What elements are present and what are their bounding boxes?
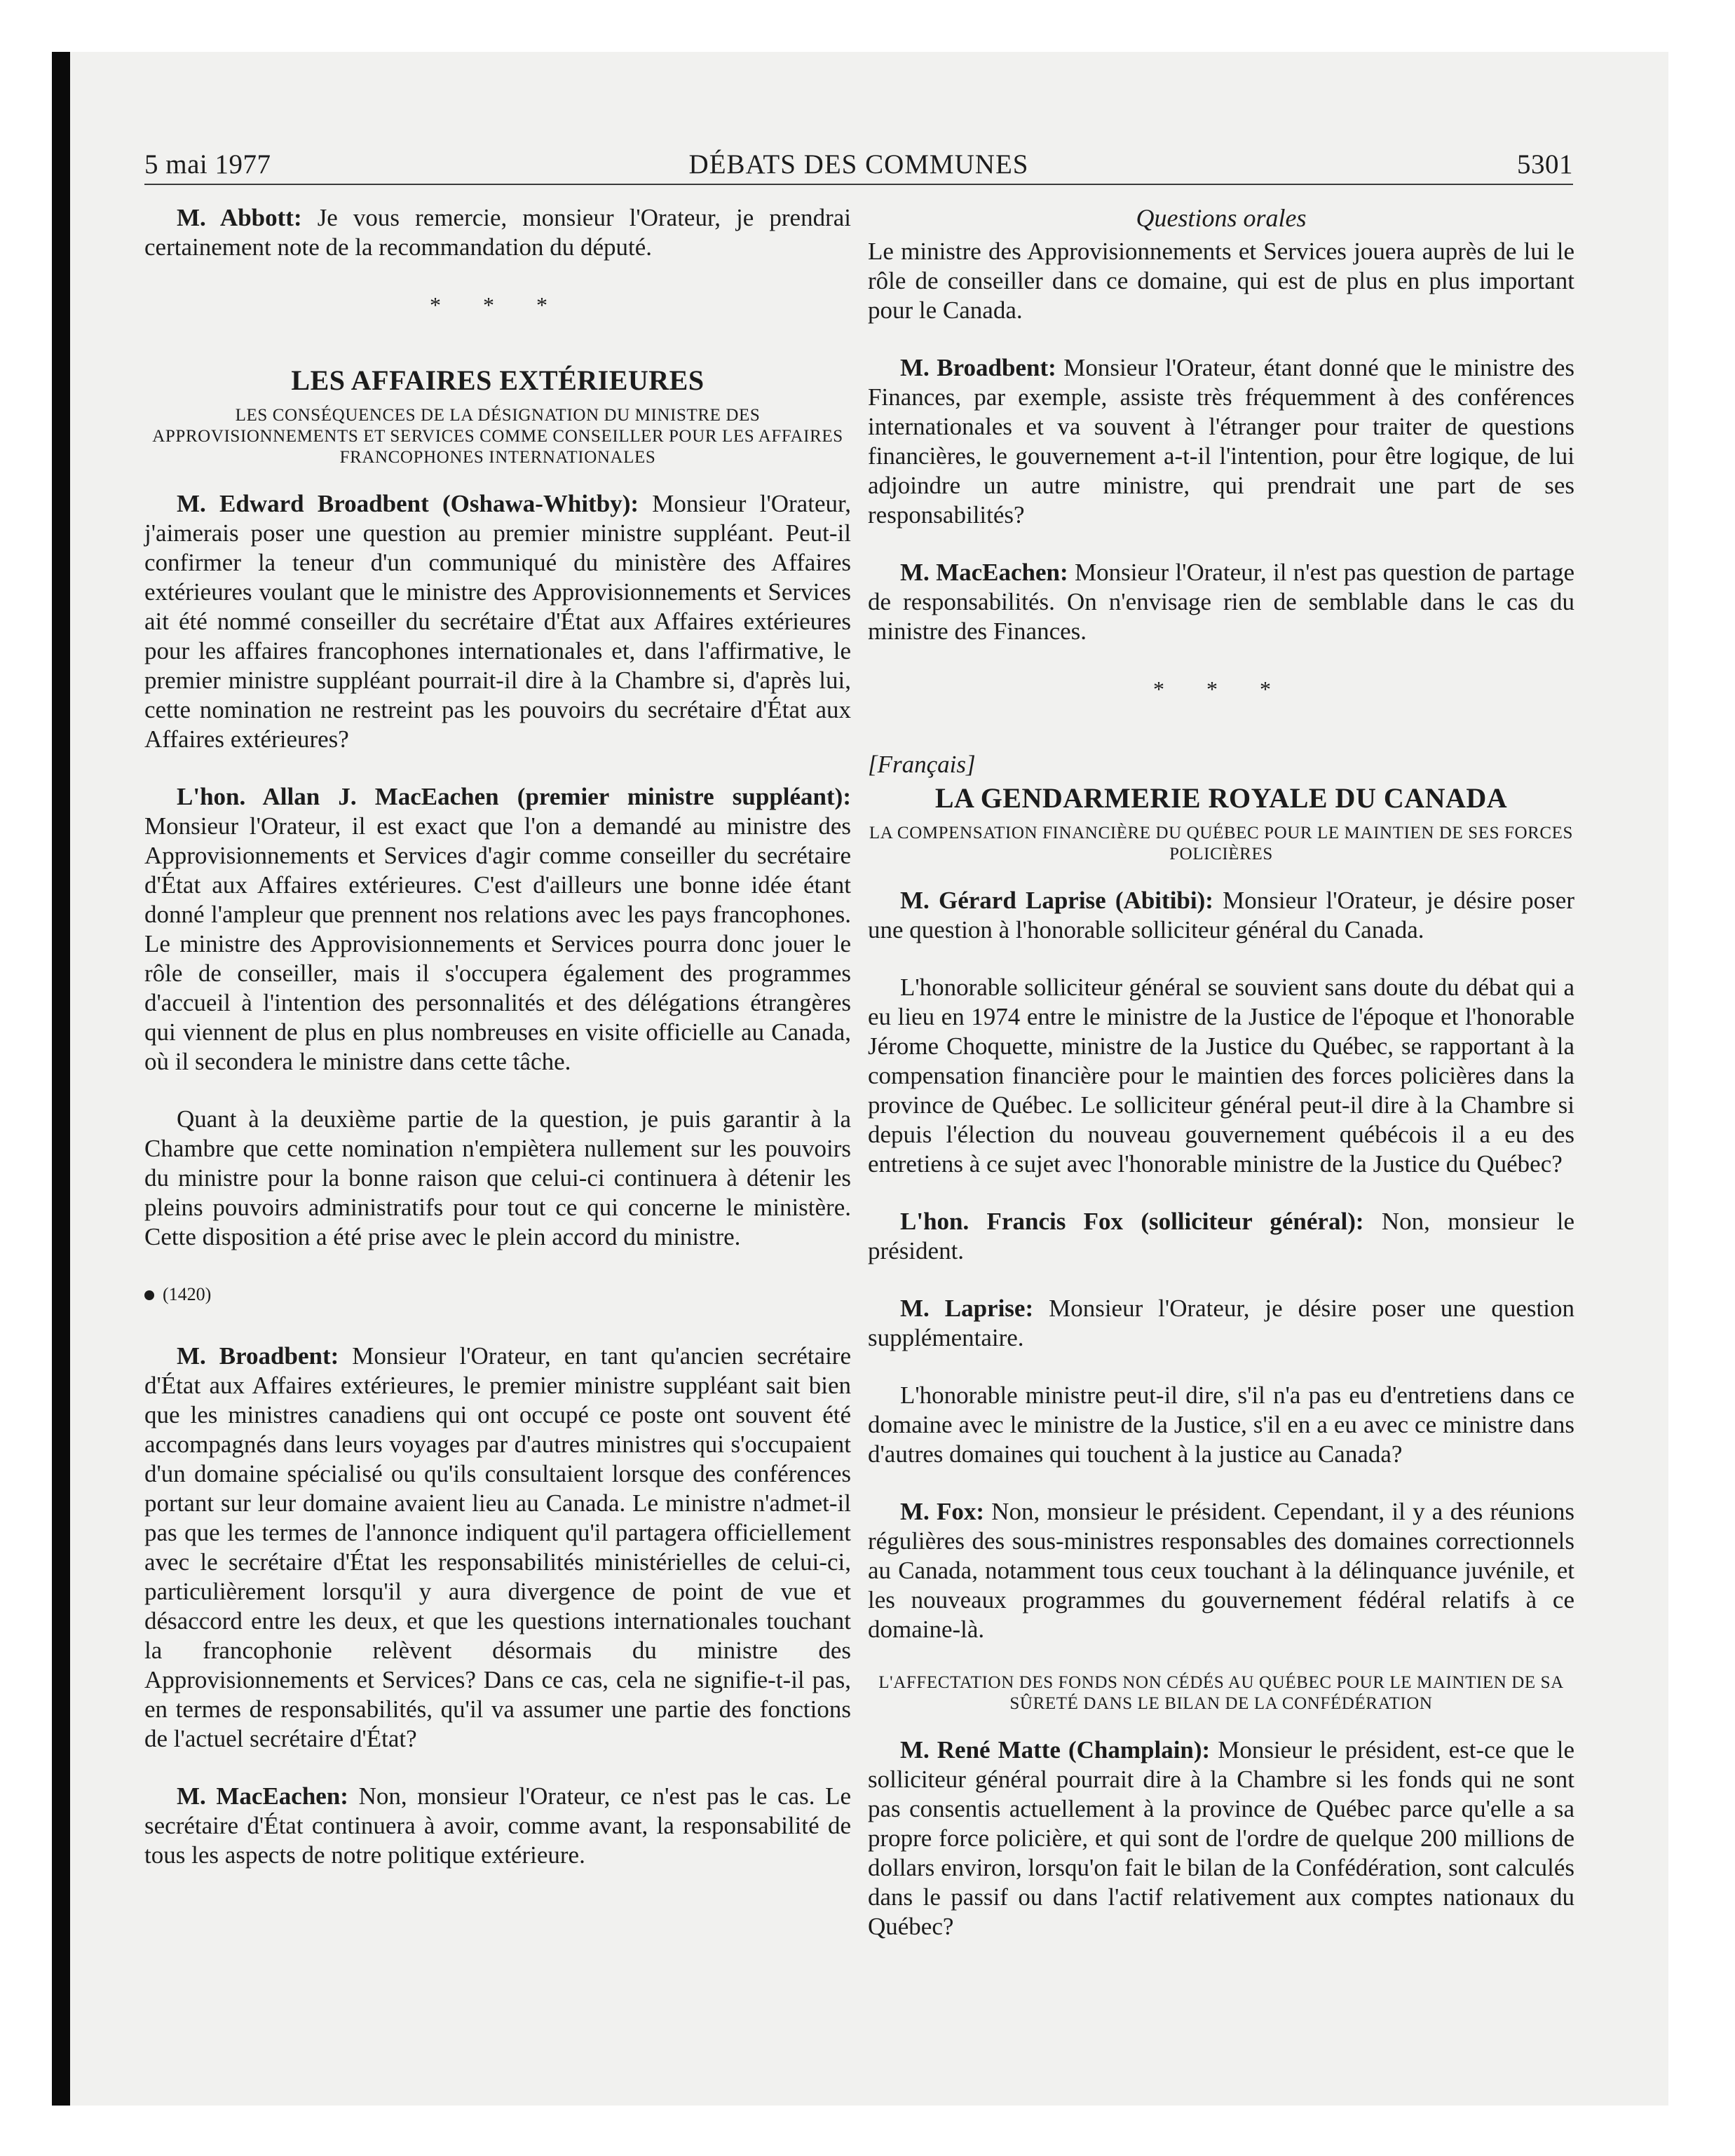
paragraph-maceachen <box>144 782 851 1077</box>
speech: Monsieur l'Orateur, je désire poser une question supplémentaire. <box>868 1295 1574 1351</box>
speaker: L'hon. Allan J. MacEachen (premier ministre suppléant): <box>177 783 851 810</box>
speaker: M. Laprise: <box>900 1295 1034 1322</box>
timestamp-text: (1420) <box>163 1284 212 1304</box>
paragraph-laprise-4: L'honorable ministre peut-il dire, s'il n'a pas eu d'entretiens dans ce domaine avec le ministre de la Justice, s'il en a eu avec ce ministre dans d'autres domaines qui touchent à la justice au Canada? <box>868 1381 1574 1468</box>
paragraph-laprise-3 <box>868 1294 1574 1353</box>
language-marker: [Français] <box>868 751 976 778</box>
paragraph-fox-2 <box>868 1497 1574 1644</box>
paragraph-broadbent-3 <box>868 353 1574 530</box>
speech: Non, monsieur le président. <box>868 1208 1574 1264</box>
header-date: 5 mai 1977 <box>144 149 271 179</box>
timestamp <box>144 1280 851 1309</box>
speech: Monsieur l'Orateur, je désire poser une question à l'honorable solliciteur général du Canada. <box>868 887 1574 943</box>
page-header <box>144 149 1573 188</box>
speech: Monsieur l'Orateur, j'aimerais poser une question au premier ministre suppléant. Peut-il confirmer la teneur d'un communiqué du ministère des Affaires extérieures voulant que le ministre des Approvisionnements et Services ait été nommé conseiller du secrétaire d'État aux Affaires extérieures pour les affaires francophones internationales et, dans l'affirmative, le premier ministre suppléant pourrait-il dire à la Chambre si, d'après lui, cette nomination ne restreint pas les pouvoirs du secrétaire d'État aux Affaires extérieures? <box>144 490 851 753</box>
paragraph-maceachen-3 <box>144 1782 851 1870</box>
speech: Monsieur l'Orateur, il n'est pas question de partage de responsabilités. On n'envisage rien de semblable dans le cas du ministre des Finances. <box>868 559 1574 645</box>
paragraph-laprise <box>868 886 1574 945</box>
speaker: M. Fox: <box>900 1498 985 1525</box>
speech: Monsieur l'Orateur, en tant qu'ancien secrétaire d'État aux Affaires extérieures, le premier ministre suppléant sait bien que les ministres canadiens qui ont occupé ce poste ont souvent été accompagnés dans leurs voyages par d'autres ministres qui s'occupaient d'un domaine spécialisé ou qu'ils consultaient lorsque des conférences portant sur leur domaine avaient lieu au Canada. Le ministre n'admet-il pas que les termes de l'annonce indiquent qu'il partagera officiellement avec le secrétaire d'État les responsabilités ministérielles de celui-ci, particulièrement lorsqu'il y aura divergence de point de vue et désaccord entre les deux, et que les questions internationales touchant la francophonie relèvent désormais du ministre des Approvisionnements et Services? Dans ce cas, cela ne signifie-t-il pas, en termes de responsabilités, qu'il va assumer une partie des fonctions de l'actuel secrétaire d'État? <box>144 1342 851 1752</box>
section-separator: * * * <box>430 292 566 318</box>
paragraph-continued: Le ministre des Approvisionnements et Services jouera auprès de lui le rôle de conseiller dans ce domaine, qui est de plus en plus important pour le Canada. <box>868 238 1574 324</box>
speaker: M. Gérard Laprise (Abitibi): <box>900 887 1213 914</box>
section-title: LA GENDARMERIE ROYALE DU CANADA <box>934 782 1508 814</box>
section-title: LES AFFAIRES EXTÉRIEURES <box>291 364 705 396</box>
section-separator: * * * <box>1153 676 1289 702</box>
page-number: 5301 <box>1517 149 1573 179</box>
section-subtitle-2: L'AFFECTATION DES FONDS NON CÉDÉS AU QUÉBEC POUR LE MAINTIEN DE SA SÛRETÉ DANS LE BILAN DE LA CONFÉDÉRATION <box>878 1673 1564 1713</box>
speaker: M. Broadbent: <box>177 1342 339 1370</box>
speech: Non, monsieur le président. Cependant, il y a des réunions régulières des sous-ministres responsables des domaines correctionnels au Canada, notamment tous ceux touchant à la délinquance juvénile, et les nouveaux programmes du gouvernement fédéral relatifs à ce domaine-là. <box>868 1498 1574 1643</box>
speaker: M. Edward Broadbent (Oshawa-Whitby): <box>177 490 639 517</box>
header-rule <box>144 184 1573 185</box>
running-head: Questions orales <box>1136 204 1307 232</box>
paragraph-fox <box>868 1207 1574 1266</box>
paragraph-broadbent-2 <box>144 1342 851 1754</box>
speech: Monsieur l'Orateur, étant donné que le ministre des Finances, par exemple, assiste très fréquemment à des conférences internationales et va souvent à l'étranger pour traiter de questions financières, le gouvernement a-t-il l'intention, pour être logique, de lui adjoindre un autre ministre, qui prendrait une part de ses responsabilités? <box>868 354 1575 528</box>
bullet-icon <box>144 1290 154 1300</box>
header-title: DÉBATS DES COMMUNES <box>688 149 1029 179</box>
speaker: M. Abbott: <box>177 204 302 231</box>
section-subtitle: LA COMPENSATION FINANCIÈRE DU QUÉBEC POUR LE MAINTIEN DE SES FORCES POLICIÈRES <box>869 824 1574 864</box>
paragraph-laprise-cont: L'honorable solliciteur général se souvient sans doute du débat qui a eu lieu en 1974 entre le ministre de la Justice de l'époque et l'honorable Jérome Choquette, ministre de la Justice du Québec, se rapportant à la compensation financière pour le maintien des forces policières dans la province de Québec. Le solliciteur général peut-il dire à la Chambre si depuis l'élection du nouveau gouvernement québécois il a eu des entretiens à ce sujet avec l'honorable ministre de la Justice du Québec? <box>868 974 1574 1178</box>
left-column <box>144 203 851 1898</box>
speaker: M. MacEachen: <box>900 559 1068 586</box>
speech: Je vous remercie, monsieur l'Orateur, je prendrai certainement note de la recommandation du député. <box>144 204 851 261</box>
scan-edge-bar <box>52 52 70 2106</box>
speech: Non, monsieur l'Orateur, ce n'est pas le cas. Le secrétaire d'État continuera à avoir, comme avant, la responsabilité de tous les aspects de notre politique extérieure. <box>144 1782 851 1869</box>
paragraph-maceachen-4 <box>868 558 1574 646</box>
paragraph-broadbent <box>144 489 851 754</box>
right-column <box>868 203 1574 1970</box>
paragraph-matte <box>868 1735 1574 1942</box>
speaker: L'hon. Francis Fox (solliciteur général): <box>900 1208 1364 1235</box>
speech: Monsieur le président, est-ce que le solliciteur général pourrait dire à la Chambre si les fonds qui ne sont pas consentis actuellement à la province de Québec parce qu'elle a sa propre force policière, et qui sont de l'ordre de quelque 200 millions de dollars environ, lorsqu'on fait le bilan de la Confédération, sont calculés dans le passif ou dans l'actif relativement aux comptes nationaux du Québec? <box>868 1736 1575 1940</box>
speaker: M. René Matte (Champlain): <box>900 1736 1211 1763</box>
speech: Monsieur l'Orateur, il est exact que l'on a demandé au ministre des Approvisionnements et Services d'agir comme conseiller du secrétaire d'État aux Affaires extérieures. C'est d'ailleurs une bonne idée étant donné l'ampleur que prennent nos relations avec les pays francophones. Le ministre des Approvisionnements et Services pourra donc jouer le rôle de conseiller, mais il s'occupera également des programmes d'accueil à l'intention des personnalités et des délégations étrangères qui viennent de plus en plus nombreuses en visite officielle au Canada, où il secondera le ministre dans cette tâche. <box>144 812 851 1075</box>
paragraph-abbott <box>144 203 851 262</box>
section-subtitle: LES CONSÉQUENCES DE LA DÉSIGNATION DU MINISTRE DES APPROVISIONNEMENTS ET SERVICES COMME CONSEILLER POUR LES AFFAIRES FRANCOPHONES INTERNATIONALES <box>152 406 843 467</box>
speaker: M. MacEachen: <box>177 1782 348 1810</box>
speaker: M. Broadbent: <box>900 354 1056 381</box>
paragraph-maceachen-cont: Quant à la deuxième partie de la question, je puis garantir à la Chambre que cette nomination n'empiètera nullement sur les pouvoirs du ministre pour la bonne raison que celui-ci continuera à détenir les pleins pouvoirs administratifs pour tout ce qui concerne le ministère. Cette disposition a été prise avec le plein accord du ministre. <box>144 1105 851 1250</box>
